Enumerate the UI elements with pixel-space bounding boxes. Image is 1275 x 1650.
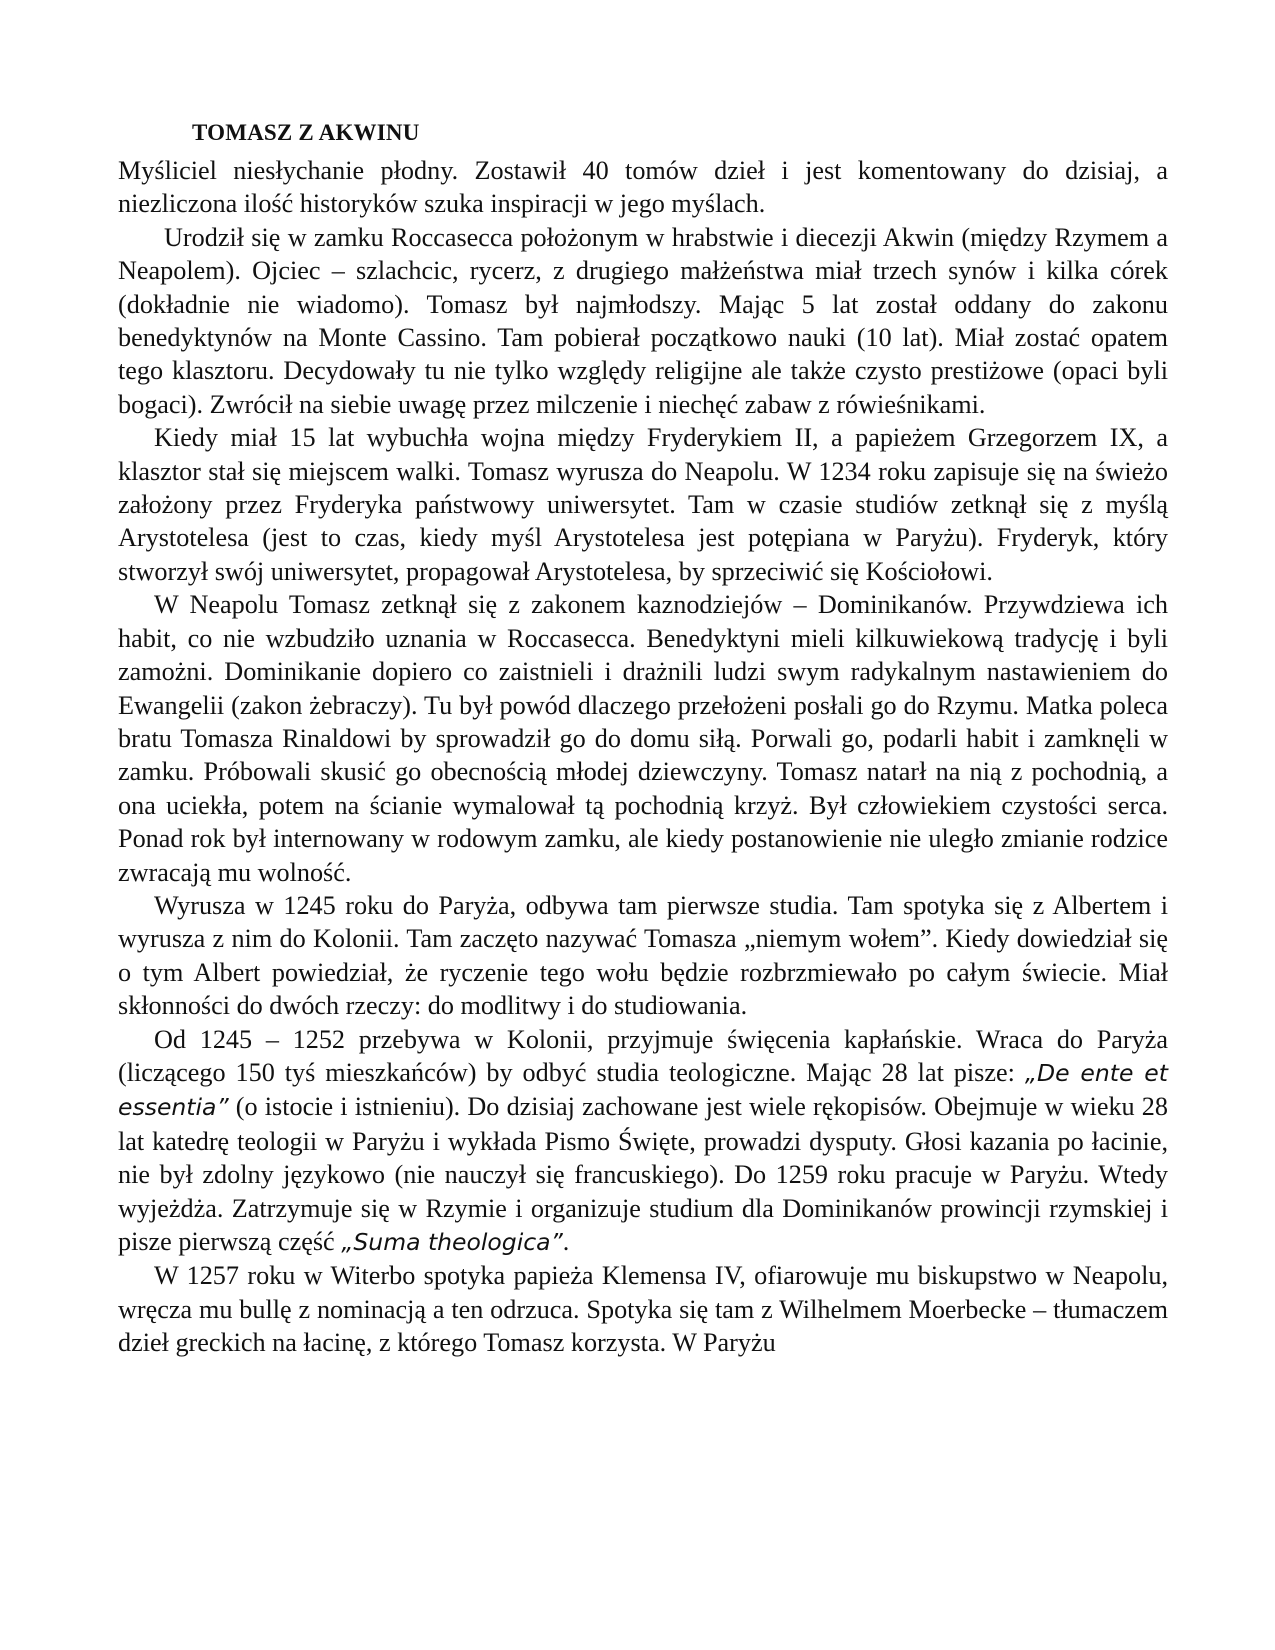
paragraph-intro: Myśliciel niesłychanie płodny. Zostawił 40 tomów dzieł i jest komentowany do dzisiaj, a niezliczona ilość historyków szuka inspiracji w jego myślach.: [118, 156, 1168, 219]
paragraph-cologne-part2: (o istocie i istnieniu). Do dzisiaj zachowane jest wiele rękopisów. Obejmuje w wieku 28 lat katedrę teologii w Paryżu i wykłada Pismo Święte, prowadzi dysputy. Głosi kazania po łacinie, nie był zdolny językowo (nie nauczył się francuskiego). Do 1259 roku pracuje w Paryżu. Wtedy wyjeżdża. Zatrzymuje się w Rzymie i organizuje studium dla Dominikanów prowincji rzymskiej i pisze pierwszą część: [118, 1092, 1168, 1256]
paragraph-dominicans: W Neapolu Tomasz zetknął się z zakonem kaznodziejów – Dominikanów. Przywdziewa ich habit, co nie wzbudziło uznania w Roccasecca. Benedyktyni mieli kilkuwiekową tradycję i byli zamożni. Dominikanie dopiero co zaistnieli i drażnili ludzi swym radykalnym nastawieniem do Ewangelii (zakon żebraczy). Tu był powód dlaczego przełożeni posłali go do Rzymu. Matka poleca bratu Tomasza Rinaldowi by sprowadził go do domu siłą. Porwali go, podarli habit i zamknęli w zamku. Próbowali skusić go obecnością młodej dziewczyny. Tomasz natarł na nią z pochodnią, a ona uciekła, potem na ścianie wymalował tą pochodnią krzyż. Był człowiekiem czystości serca. Ponad rok był internowany w rodowym zamku, ale kiedy postanowienie nie uległo zmianie rodzice zwracają mu wolność.: [118, 590, 1168, 887]
work-title-de-ente: „De ente et essentia”: [118, 1058, 1168, 1122]
paragraph-cologne-part1: Od 1245 – 1252 przebywa w Kolonii, przyjmuje święcenia kapłańskie. Wraca do Paryża (liczącego 150 tyś mieszkańców) by odbyć studia teologiczne. Mając 28 lat pisze:: [118, 1024, 1168, 1087]
document-page: [118, 110, 1168, 1360]
paragraph-birth: Urodził się w zamku Roccasecca położonym w hrabstwie i diecezji Akwin (między Rzymem a Neapolem). Ojciec – szlachcic, rycerz, z drugiego małżeństwa miał trzech synów i kilka córek (dokładnie nie wiadomo). Tomasz był najmłodszy. Mając 5 lat został oddany do zakonu benedyktynów na Monte Cassino. Tam pobierał początkowo nauki (10 lat). Miał zostać opatem tego klasztoru. Decydowały tu nie tylko względy religijne ale także czysto prestiżowe (opaci byli bogaci). Zwrócił na siebie uwagę przez milczenie i niechęć zabaw z rówieśnikami.: [118, 222, 1168, 419]
paragraph-paris: Wyrusza w 1245 roku do Paryża, odbywa tam pierwsze studia. Tam spotyka się z Albertem i wyrusza z nim do Kolonii. Tam zaczęto nazywać Tomasza „niemym wołem”. Kiedy dowiedział się o tym Albert powiedział, że ryczenie tego wołu będzie rozbrzmiewało po całym świecie. Miał skłonności do dwóch rzeczy: do modlitwy i do studiowania.: [118, 890, 1168, 1021]
paragraph-war: Kiedy miał 15 lat wybuchła wojna między Fryderykiem II, a papieżem Grzegorzem IX, a klasztor stał się miejscem walki. Tomasz wyrusza do Neapolu. W 1234 roku zapisuje się na świeżo założony przez Fryderyka państwowy uniwersytet. Tam w czasie studiów zetknął się z myślą Arystotelesa (jest to czas, kiedy myśl Arystotelesa jest potępiana w Paryżu). Fryderyk, który stworzył swój uniwersytet, propagował Arystotelesa, by sprzeciwić się Kościołowi.: [118, 423, 1168, 586]
document-title: TOMASZ Z AKWINU: [192, 120, 420, 145]
work-title-suma: „Suma theologica”: [341, 1228, 563, 1256]
paragraph-cologne-part3: .: [562, 1227, 570, 1256]
paragraph-witerbo: W 1257 roku w Witerbo spotyka papieża Klemensa IV, ofiarowuje mu biskupstwo w Neapolu, wręcza mu bullę z nominacją a ten odrzuca. Spotyka się tam z Wilhelmem Moerbecke – tłumaczem dzieł greckich na łacinę, z którego Tomasz korzysta. W Paryżu: [118, 1261, 1168, 1358]
paragraph-cologne: [118, 1023, 1168, 1260]
